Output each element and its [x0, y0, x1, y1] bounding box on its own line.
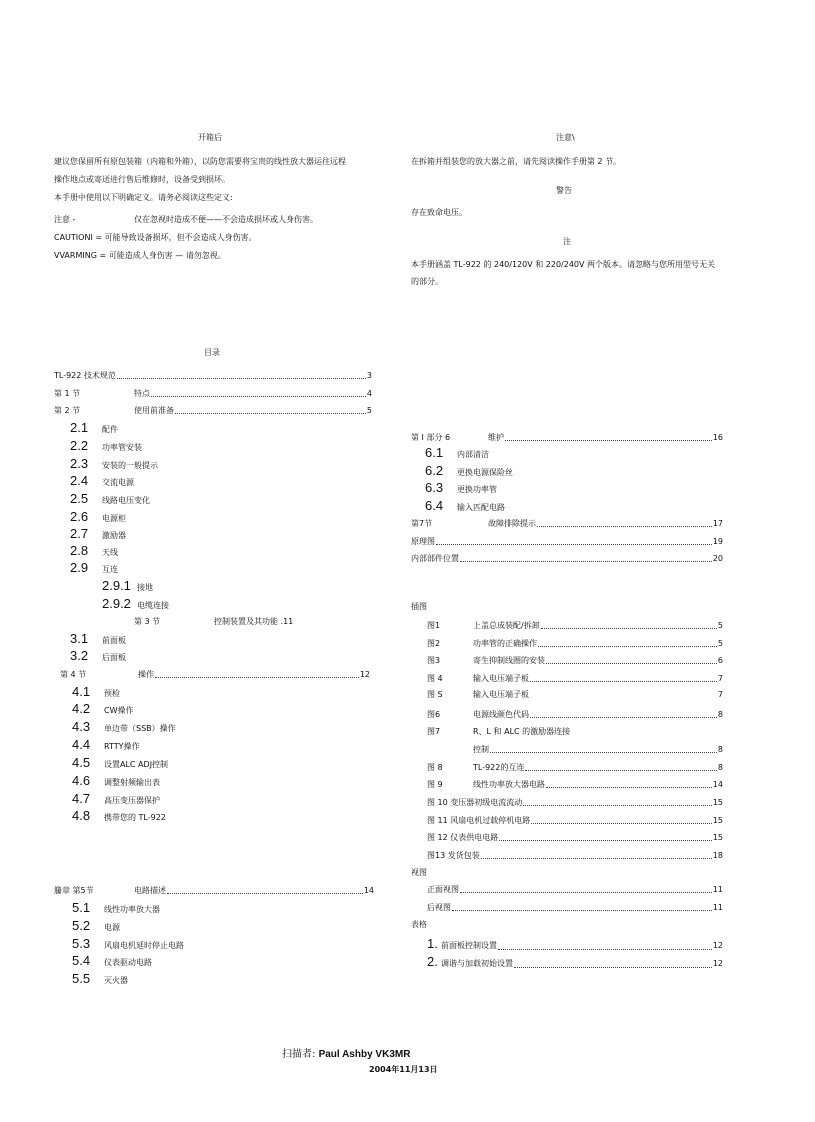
- toc-subitem: 4.1 预检: [72, 684, 120, 699]
- toc-subitem: 2.4 交流电源: [70, 473, 134, 488]
- views-heading: 视图: [411, 868, 427, 877]
- figure-entry-cont: 控制 8: [473, 745, 723, 754]
- note-text: 仅在忽视时造成不便——不会造成损坏或人身伤害。: [134, 215, 318, 224]
- toc-subitem: 6.3 更换功率管: [425, 480, 497, 495]
- toc-subitem: 2.5 线路电压变化: [70, 491, 150, 506]
- note-heading: 注: [563, 237, 571, 246]
- figure-entry: 图 8 TL-922的互连 8: [427, 763, 723, 772]
- attention-heading: 注意\: [556, 133, 575, 142]
- toc-subitem: 4.5 设置ALC ADJ控制: [72, 755, 169, 770]
- toc-entry: 第 1 节 特点 4: [54, 389, 372, 398]
- toc-subitem: 6.1 内部清洁: [425, 445, 489, 460]
- figure-entry: 图3 寄生抑制线圈的安装 6: [427, 656, 723, 665]
- toc-subitem: 2.6 电源柜: [70, 509, 126, 524]
- figures-heading: 插图: [411, 602, 427, 611]
- toc-subitem: 5.1 线性功率放大器: [72, 900, 160, 915]
- note-label: 注意 -: [54, 215, 76, 224]
- toc-subitem: 2.3 安装的一般提示: [70, 456, 158, 471]
- toc-subitem: 2.9 互连: [70, 560, 118, 575]
- unpack-heading: 开箱后: [198, 133, 222, 142]
- caution-text: CAUTIONI = 可能导致设备损坏，但不会造成人身伤害。: [54, 233, 257, 242]
- toc-subitem: 4.7 高压变压器保护: [72, 791, 160, 806]
- scan-date: 2004年11月13日: [369, 1065, 438, 1074]
- figure-entry: 图13 发货包装 18: [427, 851, 723, 860]
- toc-subitem: 4.8 携带您的 TL-922: [72, 808, 166, 823]
- toc-entry-s3: 第 3 节 控制装置及其功能 .11: [134, 617, 294, 626]
- warning-body: 存在致命电压。: [411, 208, 467, 217]
- figure-entry: 图 4 输入电压端子板 7: [427, 674, 723, 683]
- attention-text: 在拆箱并组装您的放大器之前，请先阅读操作手册第 2 节。: [411, 157, 622, 166]
- unpack-text-line: 建议您保留所有原包装箱（内箱和外箱），以防您需要将宝贵的线性放大器运往远程: [54, 157, 346, 166]
- toc-subitem: 5.2 电源: [72, 918, 120, 933]
- unpack-text-line: 本手册中使用以下明确定义。请务必阅读这些定义:: [54, 193, 233, 202]
- toc-subitem: 5.5 灭火器: [72, 971, 128, 986]
- toc-subitem: 4.3 单边带（SSB）操作: [72, 719, 176, 734]
- toc-subitem: 6.2 更换电源保险丝: [425, 463, 513, 478]
- toc-subitem: 4.2 CW操作: [72, 701, 134, 716]
- view-entry: 后视图 11: [427, 903, 723, 912]
- toc-subitem: 6.4 输入匹配电路: [425, 498, 505, 513]
- toc-entry: 第 I 部分 6 维护 16: [411, 433, 723, 442]
- toc-subitem: 3.1 前面板: [70, 631, 126, 646]
- warning-heading: 警告: [556, 186, 572, 195]
- toc-subitem: 2.8 天线: [70, 543, 118, 558]
- note-body-line: 的部分。: [411, 277, 443, 286]
- toc-subitem: 4.4 RTTY操作: [72, 737, 140, 752]
- toc-subitem: 4.6 调整射频输出表: [72, 773, 160, 788]
- unpack-text-line: 操作地点或寄送进行售后维修时，设备受到损坏。: [54, 175, 230, 184]
- note-body-line: 本手册涵盖 TL-922 的 240/120V 和 220/240V 两个版本。请忽略与您所用型号无关: [411, 260, 716, 269]
- figure-entry: 图 9 线性功率放大器电路 14: [427, 780, 723, 789]
- toc-subitem: 5.3 风扇电机延时停止电路: [72, 936, 184, 951]
- figure-entry: 图6 电源线颜色代码 8: [427, 710, 723, 719]
- figure-entry: 图 10 变压器初级电流流动 15: [427, 798, 723, 807]
- toc-entry: 原理图 19: [411, 537, 723, 546]
- toc-entry: 第 4 节 操作 12: [60, 670, 370, 679]
- figure-entry: 图7 R、L 和 ALC 的激励器连接: [427, 727, 571, 736]
- toc-subsubitem: 2.9.1 接地: [102, 578, 153, 593]
- view-entry: 正面视图 11: [427, 885, 723, 894]
- toc-entry: 第 2 节 使用前准备 5: [54, 406, 372, 415]
- figure-entry: 图 S 输入电压端子板 7: [427, 690, 723, 699]
- toc-subitem: 3.2 后面板: [70, 648, 126, 663]
- toc-entry: 内部部件位置 20: [411, 554, 723, 563]
- toc-entry: 第7节 故障排除提示 17: [411, 519, 723, 528]
- toc-subitem: 2.1 配件: [70, 420, 118, 435]
- scan-credit: 扫描者: Paul Ashby VK3MR: [282, 1049, 411, 1060]
- figure-entry: 图 11 风扇电机过载停机电路 15: [427, 816, 723, 825]
- toc-subitem: 5.4 仪表驱动电路: [72, 953, 152, 968]
- table-entry: 2. 调谐与加载初始设置 12: [427, 954, 723, 969]
- toc-entry: 籘章 第5节 电路描述 14: [54, 886, 374, 895]
- figure-entry: 图1 上盖总成装配/拆卸 5: [427, 621, 723, 630]
- figure-entry: 图 12 仪表供电电路 15: [427, 833, 723, 842]
- figure-entry: 图2 功率管的正确操作 5: [427, 639, 723, 648]
- toc-subitem: 2.2 功率管安装: [70, 438, 142, 453]
- toc-subsubitem: 2.9.2 电缆连接: [102, 596, 169, 611]
- toc-subitem: 2.7 激励器: [70, 526, 126, 541]
- table-entry: 1. 前面板控制设置 12: [427, 936, 723, 951]
- toc-heading: 目录: [204, 348, 220, 357]
- toc-entry: TL-922 技术规范 3: [54, 371, 372, 380]
- warning-text: VVARMING = 可能造成人身伤害 — 请勿忽视。: [54, 251, 226, 260]
- tables-heading: 表格: [411, 920, 427, 929]
